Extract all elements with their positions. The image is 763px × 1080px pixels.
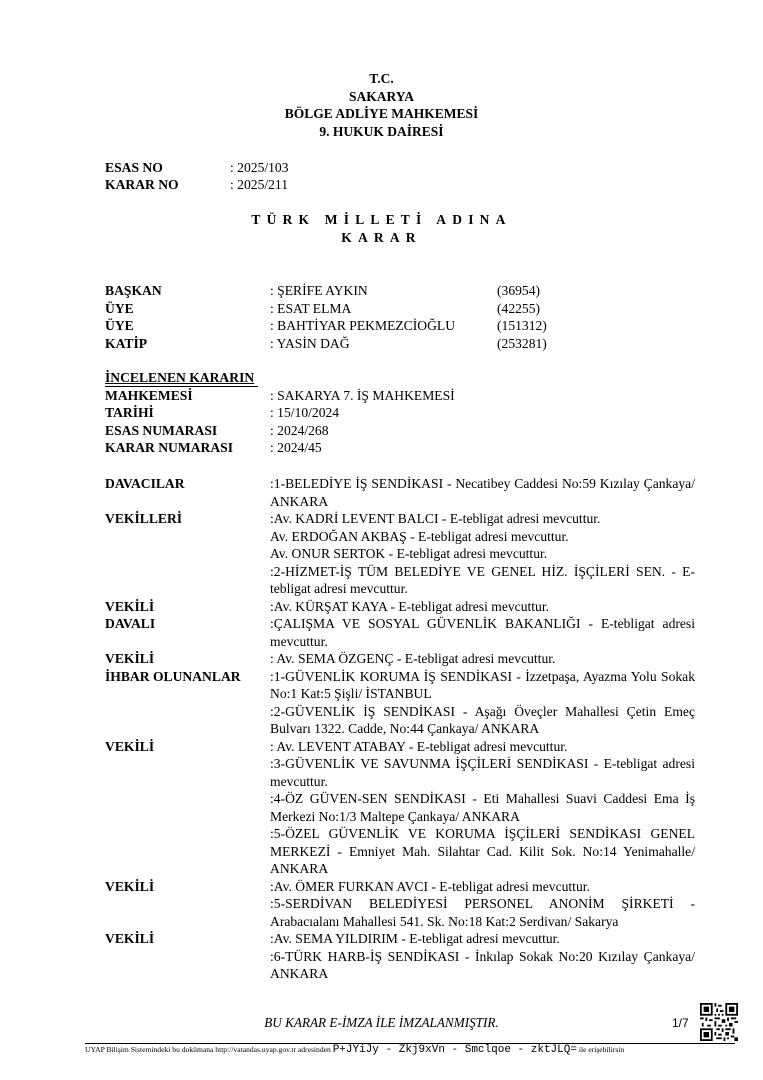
- notified-3-text: :3-GÜVENLİK VE SAVUNMA İŞÇİLERİ SENDİKASI - E-tebligat adresi mevcuttur.: [270, 756, 695, 789]
- notified-5-text: :5-ÖZEL GÜVENLİK VE KORUMA İŞÇİLERİ SENDİKASI GENEL MERKEZİ - Emniyet Mah. Silahtar Cad. Kilit Sok. No:14 Yenimahalle/ ANKARA: [270, 826, 695, 876]
- karar-no-value: : 2025/211: [230, 177, 289, 192]
- notified-2-text: :2-GÜVENLİK İŞ SENDİKASI - Aşağı Öveçler Mahallesi Çetin Emeç Bulvarı 1322. Cadde, No:44 Çankaya/ ANKARA: [270, 703, 695, 736]
- panel-name: : YASİN DAĞ: [270, 335, 350, 351]
- attorney-text: :Av. ÖMER FURKAN AVCI - E-tebligat adresi mevcuttur.: [270, 878, 590, 894]
- attorney-3-text: Av. ONUR SERTOK - E-tebligat adresi mevcuttur.: [270, 546, 548, 561]
- defendant-text: :ÇALIŞMA VE SOSYAL GÜVENLİK BAKANLIĞI - E-tebligat adresi mevcuttur.: [270, 616, 695, 649]
- panel-role: ÜYE: [105, 300, 134, 316]
- section-underline: [105, 386, 258, 387]
- attorney-label: VEKİLİ: [105, 931, 155, 946]
- attorney-label: VEKİLİ: [105, 738, 155, 754]
- notified-7-text: :6-TÜRK HARB-İŞ SENDİKASI - İnkılap Sokak No:20 Kızılay Çankaya/ ANKARA: [270, 948, 695, 981]
- page-number: 1/7: [672, 1016, 689, 1030]
- panel-role: BAŞKAN: [105, 283, 162, 298]
- uyap-prefix: UYAP Bilişim Sistemindeki bu dokümana http://vatandas.uyap.gov.tr adresinden: [85, 1045, 331, 1054]
- esas-no-value: : 2025/103: [230, 160, 289, 175]
- panel-role: KATİP: [105, 335, 148, 351]
- header-court: BÖLGE ADLİYE MAHKEMESİ: [284, 106, 479, 121]
- header-chamber: 9. HUKUK DAİRESİ: [319, 123, 444, 139]
- uyap-access-code: P+JYiJy - Zkj9xVn - Smclqoe - zktJLQ=: [332, 1044, 577, 1056]
- panel-sicil: (36954): [497, 283, 541, 298]
- panel-sicil: (151312): [497, 318, 547, 333]
- notified-4-text: :4-ÖZ GÜVEN-SEN SENDİKASI - Eti Mahallesi Suavi Caddesi Ema İş Merkezi No:1/3 Maltepe Çankaya/ ANKARA: [270, 791, 695, 824]
- notified-1-text: :1-GÜVENLİK KORUMA İŞ SENDİKASI - İzzetpaşa, Ayazma Yolu Sokak No:1 Kat:5 Şişli/ İSTANBUL: [270, 668, 695, 701]
- reviewed-label: MAHKEMESİ: [105, 387, 193, 403]
- reviewed-label: KARAR NUMARASI: [105, 440, 234, 455]
- reviewed-label: TARİHİ: [105, 405, 154, 420]
- attorneys-label: VEKİLLERİ: [105, 511, 183, 526]
- reviewed-value: : 2024/45: [270, 440, 322, 455]
- panel-sicil: (42255): [497, 300, 541, 316]
- e-signature-note: BU KARAR E-İMZA İLE İMZALANMIŞTIR.: [264, 1015, 499, 1030]
- karar-no-row: [105, 176, 289, 194]
- panel-role: ÜYE: [105, 318, 134, 333]
- defendant-label: DAVALI: [105, 616, 156, 631]
- attorney-text: : Av. LEVENT ATABAY - E-tebligat adresi mevcuttur.: [270, 738, 568, 754]
- panel-sicil: (253281): [497, 335, 547, 351]
- court-header: [0, 70, 763, 140]
- decision-title: KARAR: [341, 230, 422, 245]
- esas-no-label: ESAS NO: [105, 160, 163, 175]
- nation-title: TÜRK MİLLETİ ADINA: [251, 212, 512, 227]
- reviewed-label: ESAS NUMARASI: [105, 422, 218, 438]
- panel-name: : BAHTİYAR PEKMEZCİOĞLU: [270, 318, 456, 333]
- attorney-label: VEKİLİ: [105, 651, 155, 666]
- karar-no-label: KARAR NO: [105, 177, 179, 192]
- attorney-text: :Av. KÜRŞAT KAYA - E-tebligat adresi mevcuttur.: [270, 598, 550, 614]
- reviewed-value: : 15/10/2024: [270, 405, 340, 420]
- header-city: SAKARYA: [348, 88, 415, 104]
- reviewed-decision-title: İNCELENEN KARARIN: [105, 370, 255, 385]
- reviewed-value: : 2024/268: [270, 422, 329, 438]
- uyap-suffix: ile erişebilirsin: [578, 1045, 625, 1054]
- qr-code-icon: [700, 1003, 738, 1041]
- esas-no-row: [105, 159, 289, 177]
- attorney-2-text: Av. ERDOĞAN AKBAŞ - E-tebligat adresi mevcuttur.: [270, 528, 569, 544]
- panel-name: : ŞERİFE AYKIN: [270, 283, 368, 298]
- header-tc: T.C.: [369, 71, 394, 86]
- attorney-label: VEKİLİ: [105, 598, 155, 614]
- attorney-label: VEKİLİ: [105, 878, 155, 894]
- attorney-text: : Av. SEMA ÖZGENÇ - E-tebligat adresi mevcuttur.: [270, 651, 556, 666]
- attorney-text: :Av. SEMA YILDIRIM - E-tebligat adresi mevcuttur.: [270, 931, 560, 946]
- reviewed-value: : SAKARYA 7. İŞ MAHKEMESİ: [270, 387, 455, 403]
- notified-6-text: :5-SERDİVAN BELEDİYESİ PERSONEL ANONİM ŞİRKETİ - Arabacıalanı Mahallesi 541. Sk. No:18 Kat:2 Serdivan/ Sakarya: [270, 896, 695, 929]
- plaintiff-1-text: :1-BELEDİYE İŞ SENDİKASI - Necatibey Caddesi No:59 Kızılay Çankaya/ ANKARA: [270, 476, 695, 509]
- plaintiff-2-text: :2-HİZMET-İŞ TÜM BELEDİYE VE GENEL HİZ. İŞÇİLERİ SEN. - E-tebligat adresi mevcuttur.: [270, 563, 695, 596]
- plaintiffs-label: DAVACILAR: [105, 476, 185, 491]
- uyap-access-line: [85, 1044, 624, 1056]
- panel-name: : ESAT ELMA: [270, 300, 352, 316]
- attorney-1-text: :Av. KADRİ LEVENT BALCI - E-tebligat adresi mevcuttur.: [270, 511, 601, 526]
- notified-label: İHBAR OLUNANLAR: [105, 668, 241, 684]
